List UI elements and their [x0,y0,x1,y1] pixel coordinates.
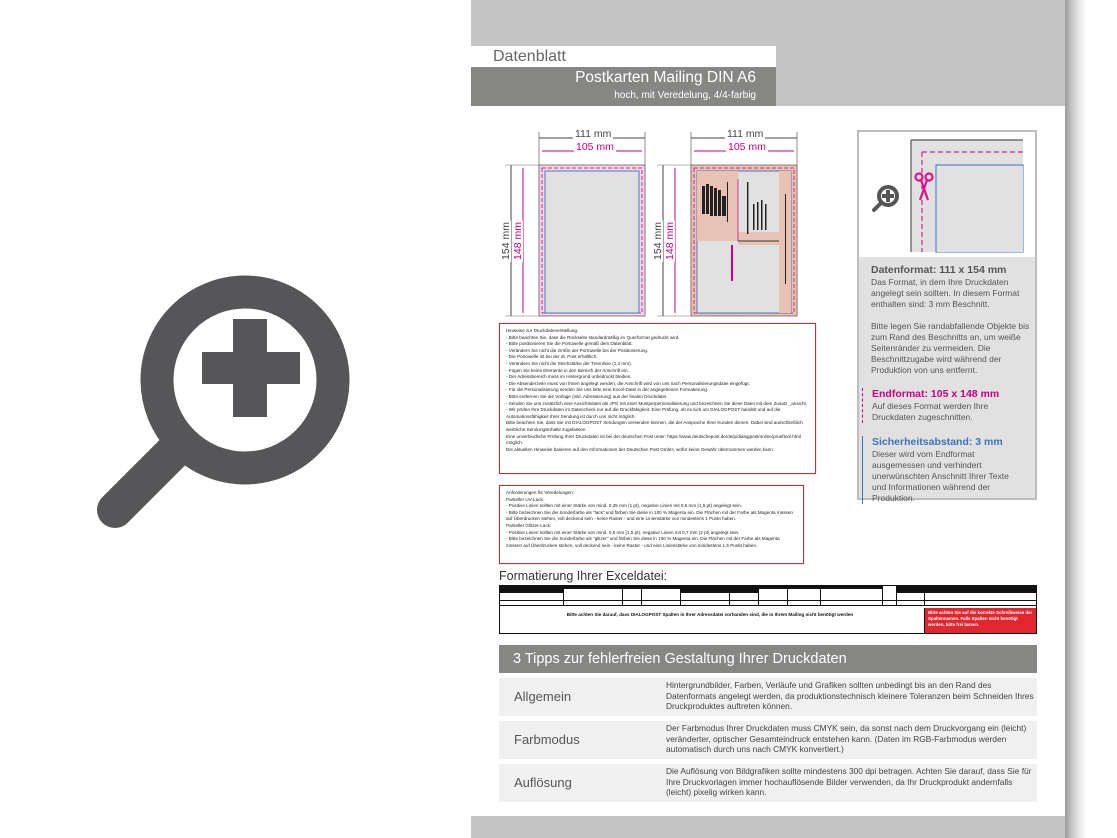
front-outer-width: 111 mm [575,128,612,140]
note-line: - Fügen Sie keine Elemente in den Bereich der Anschrift ein. [506,367,629,373]
excel-header-row [500,586,1036,606]
datenformat-section [871,264,1033,376]
note-line: - Verändern Sie nicht die Größe der Portowelle bei der Positionierung. [506,347,649,353]
tip-row-allgemein [499,678,1037,716]
endformat-section [862,388,1024,423]
page-title: Postkarten Mailing DIN A6 [575,69,756,86]
note-line: - Die Absenderzeile muss von Ihnen angelegt werden, die Anschrift wird von uns nach Personalisierungsdatei eingefügt. [506,380,750,386]
sicherheitsabstand-text: Dieser wird vom Endformat ausgemessen und verhindert unerwünschten Anschnitt Ihrer Texte und Informationen während der Produktion. [872,449,1009,503]
note-line: - Der Adressbereich muss im Hintergrund unbedruckt bleiben. [506,374,632,380]
note-line: - Wir prüfen Ihre Druckdaten im Datencheck nur auf die Druckfähigkeit. Eine Prüfung, ob es sich um DIALOGPOST handelt und auf die Automationsfähigkeit Ihrer Sendung ist durch uns nicht möglich. [506,407,781,419]
tip-text: Die Auflösung von Bildgrafiken sollte mindestens 300 dpi betragen. Achten Sie darauf, dass Sie für Ihre Druckvorlagen immer hochauflösende Bilder verwenden, da Ihr Druckprodukt andernfalls (leicht) pixelig wirken kann. [666,766,1032,798]
front-inner-width: 105 mm [576,141,614,153]
zoom-in-magnifier-icon[interactable] [85,265,355,535]
notes-heading: Hinweise zur Druckdatenerstellung: [506,328,579,333]
note-line: - Verändern Sie nicht die Strichstärke der Trennlinie (1,2 mm). [506,360,632,366]
datenformat-text: Das Format, in dem Ihre Druckdaten angelegt sein sollten. In diesem Format enthalten sind: 3 mm Beschnitt. [871,277,1020,309]
format-info-card [857,130,1037,503]
excel-format-title: Formatierung Ihrer Exceldatei: [499,569,668,583]
note-line: - Positive Linien sollten mit einer Stärke von mind. 0,35 mm (1 pt), negative Linien mit 0,5 mm (1,5 pt) angelegt sein. [506,503,742,509]
finishing-notes [499,485,804,564]
sicherheitsabstand-section [862,436,1024,504]
back-side-diagram [657,132,797,316]
zoom-in-magnifier-icon [874,187,897,210]
sicherheitsabstand-title: Sicherheitsabstand: 3 mm [872,436,1003,448]
endformat-text: Auf dieses Format werden Ihre Druckdaten zugeschnitten. [872,401,989,422]
tips-header: 3 Tipps zur fehlerfreien Gestaltung Ihrer Druckdaten [499,645,1037,673]
note-line: Die aktuellen Hinweise basieren auf den Informationen der Deutschen Post GmbH, wofür keine Gewähr übernommen werden kann. [506,446,775,452]
page-shadow [1065,0,1087,838]
note-line: - Bitte beachten Sie, dass die Rückseite standardmäßig im Querformat gedruckt wird. [506,334,680,340]
format-diagram [495,124,815,320]
datenformat-title: Datenformat: 111 x 154 mm [871,264,1007,276]
glitter-title: Partieller Glitzer-Lack: [506,522,552,528]
finishing-heading: Anforderungen für Veredelungen: [506,490,574,495]
endformat-title: Endformat: 105 x 148 mm [872,388,1000,400]
note-line: Bitte beachten Sie, dass Sie mit DIALOGPOST Sendungen versenden können, die der Ansprache Ihrer Kunden dienen. Dabei sind ausschließlich werbliche Sendungsinhalte zugelassen. [506,420,803,432]
note-line: - Die Portowelle ist bei der dt. Post erhältlich. [506,354,598,360]
excel-note: Bitte achten Sie darauf, dass DIALOGPOST Spalten in Ihrer Adressdatei vorhanden sind, die in Ihrem Mailing nicht benötigt werden [566,612,854,617]
note-line: - Senden Sie uns zusätzlich eine Ansichtsdatei als JPG mit einer Mustperpersonalisierung und bezeichnen Sie diese Datei mit dem Zusatz _ansicht. [506,400,808,406]
tip-row-aufloesung [499,764,1037,802]
note-line: - Bitte entfernen Sie die Vorlage (inkl. Adressierung) aus der finalen Druckdatei. [506,393,668,399]
back-inner-width: 105 mm [728,141,766,153]
datenformat-text-2: Bitte legen Sie randabfallende Objekte bis zum Rand des Beschnitts an, um weiße Seitenränder zu vermeiden. Die Beschnittzugabe wird während der Produktion von uns entfernt. [871,321,1030,375]
excel-alert: Bitte achten Sie auf die korrekte Schreibweise der Spaltennamen. Falls Spalten nicht benötigt werden, bitte frei lassen. [924,608,1036,633]
tip-label: Farbmodus [514,732,580,747]
bleed-detail-preview [859,132,1035,257]
note-line: - Positive Linien sollten mit einer Stärke von mind. 0,5 mm (1,5 pt), negative Linien mit 0,7 mm (2 pt) angelegt sein. [506,529,740,535]
back-outer-height: 154 mm [651,222,664,260]
tip-label: Auflösung [514,775,572,790]
tip-label: Allgemein [514,689,572,704]
note-line: - Bitte positionieren Sie die Portowelle gemäß dem Datenblatt. [506,341,633,347]
uv-title: Partieller UV-Lack: [506,496,545,502]
back-outer-width: 111 mm [727,128,764,140]
tip-text: Der Farbmodus Ihrer Druckdaten muss CMYK sein, da sonst nach dem Druckvorgang ein (leicht) veränderter, optischer Gesamteindruck entstehen kann. (Daten im RGB-Farbmodus werden automatisch durch uns nach CMYK konvertiert.) [666,723,1027,755]
front-side-diagram [505,132,645,316]
front-outer-height: 154 mm [499,222,512,260]
back-inner-height: 148 mm [663,222,676,260]
excel-format-table [499,585,1037,634]
tip-text: Hintergrundbilder, Farben, Verläufe und Grafiken sollten unbedingt bis an den Rand des Datenformats angelegt werden, da produktionstechnisch kleinere Toleranzen beim Schneiden Ihres Druckproduktes auftreten können. [666,680,1034,712]
title-band [471,67,776,106]
tip-row-farbmodus [499,721,1037,759]
note-line: Eine unverbindliche Prüfung Ihrer Druckdaten ist bei der deutschen Post unter: https://www.deutschepost.de/de/p/dialogpost/online/prueftool.html möglich. [506,433,801,446]
page-subtitle: hoch, mit Veredelung, 4/4-farbig [614,90,756,101]
note-line: - Für die Personalisierung senden Sie uns bitte eine Excel-Datei in der angegebenen Formatierung. [506,387,709,393]
page-top-band [471,0,1065,46]
datasheet-tab-label: Datenblatt [471,46,591,67]
note-line: - Bitte bezeichnen Sie die Sonderfarbe als "glitzer" und färben Sie diese in 100 % Magenta ein. Die Flächen mit der Farbe als Magenta müssen auf Überdrucken stehen, voll deckend sein - keine Raster - und eine Linienstärke von mindestens 1,5 Punkt haben. [506,536,780,548]
page-top-right-band [776,46,1065,106]
note-line: - Bitte bezeichnen Sie die Sonderfarbe als "lack" und färben Sie diese in 100 % Magenta ein. Die Flächen mit der Farbe als Magenta müssen auf Überdrucken stehen, voll deckend sein - keine Raster - und eine Linienstärke von mindestens 1 Punkt haben. [506,509,793,522]
front-inner-height: 148 mm [511,222,524,260]
datasheet-page [471,0,1065,838]
print-data-notes [499,323,816,474]
page-bottom-band [471,816,1065,838]
